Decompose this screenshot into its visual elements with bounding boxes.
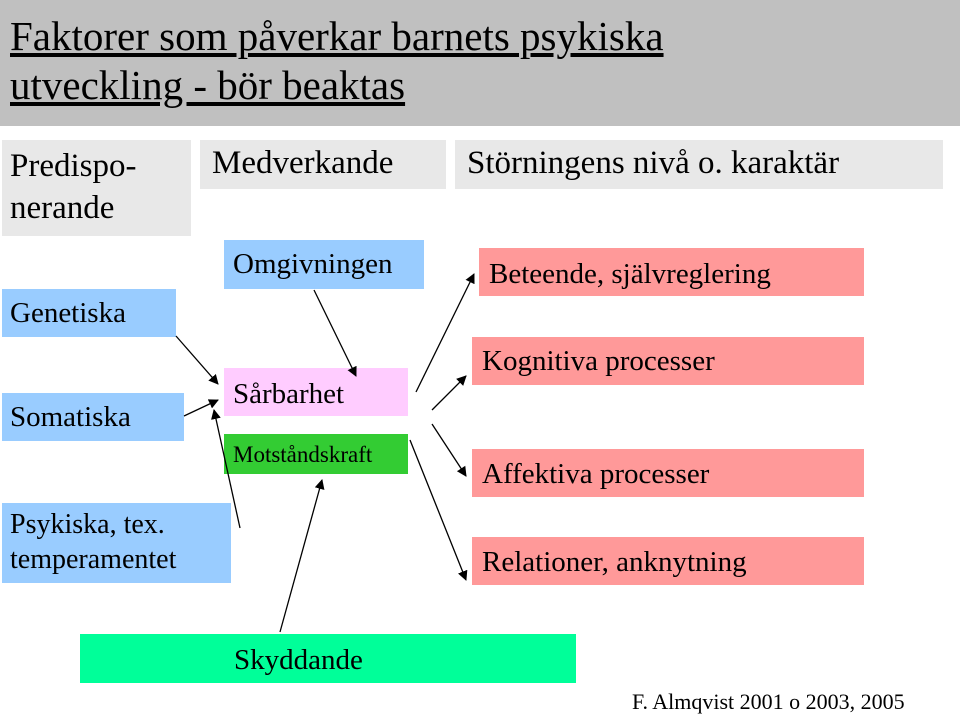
citation: F. Almqvist 2001 o 2003, 2005 [632, 689, 905, 714]
factor-motstandskraft: Motståndskraft [224, 434, 408, 474]
arrow-to-beteende [416, 274, 474, 392]
arrow-genetiska-to-sarbarhet [176, 336, 218, 384]
factor-omgivningen: Omgivningen [224, 240, 424, 289]
arrow-to-kognitiva [432, 376, 466, 410]
arrow-somatiska-to-sarbarhet [184, 400, 218, 416]
arrow-skyddande-to-motstandskraft [280, 480, 322, 632]
arrow-psykiska-to-sarbarhet [214, 410, 240, 528]
column-header-storningens-niva: Störningens nivå o. karaktär [455, 140, 943, 189]
psykiska-line-2: temperamentet [10, 544, 177, 575]
factor-somatiska: Somatiska [2, 393, 184, 441]
predisponerande-line-1: Predispo- [10, 148, 137, 184]
outcome-kognitiva: Kognitiva processer [472, 337, 864, 385]
title-line-2: utveckling - bör beaktas [10, 62, 406, 108]
outcome-affektiva: Affektiva processer [472, 449, 864, 497]
title-line-1: Faktorer som påverkar barnets psykiska [10, 13, 664, 59]
arrow-omgivningen-to-sarbarhet [314, 290, 356, 376]
predisponerande-line-2: nerande [10, 190, 115, 226]
factor-skyddande: Skyddande [80, 634, 576, 683]
outcome-relationer: Relationer, anknytning [472, 537, 864, 585]
factor-sarbarhet: Sårbarhet [224, 368, 408, 416]
arrow-to-affektiva [432, 424, 466, 476]
outcome-beteende: Beteende, självreglering [479, 248, 864, 296]
psykiska-line-1: Psykiska, tex. [10, 509, 165, 540]
column-header-medverkande: Medverkande [200, 140, 446, 189]
arrow-to-relationer [410, 440, 466, 580]
factor-genetiska: Genetiska [2, 289, 176, 337]
